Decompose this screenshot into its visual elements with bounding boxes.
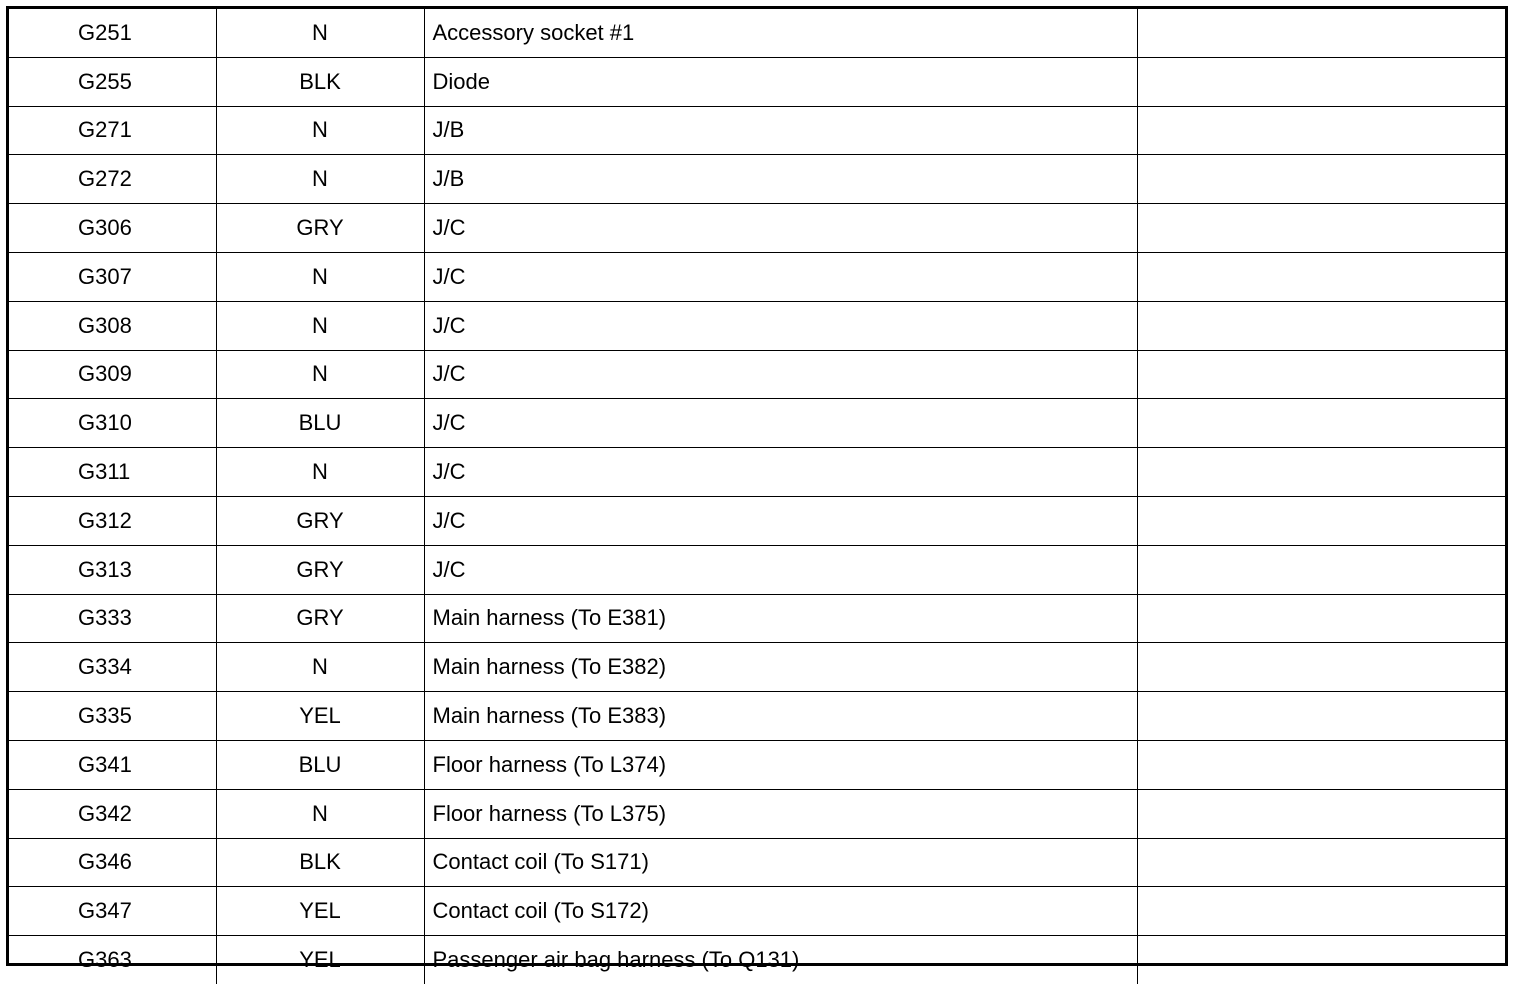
table-row: [9, 545, 1505, 594]
connector-notes-cell: [1137, 496, 1505, 545]
connector-code-cell: G334: [9, 643, 216, 692]
connector-code-cell: G311: [9, 448, 216, 497]
connector-description-cell: Floor harness (To L375): [424, 789, 1137, 838]
table-row: [9, 887, 1505, 936]
connector-code-cell: G333: [9, 594, 216, 643]
connector-color-cell: GRY: [216, 496, 424, 545]
connector-color-cell: BLK: [216, 57, 424, 106]
connector-code-cell: G309: [9, 350, 216, 399]
connector-code-cell: G347: [9, 887, 216, 936]
connector-color-cell: GRY: [216, 204, 424, 253]
connector-notes-cell: [1137, 9, 1505, 57]
table-row: [9, 204, 1505, 253]
connector-description-cell: J/C: [424, 204, 1137, 253]
connector-color-cell: N: [216, 155, 424, 204]
connector-notes-cell: [1137, 740, 1505, 789]
connector-table-frame: [6, 6, 1508, 973]
connector-notes-cell: [1137, 936, 1505, 984]
connector-notes-cell: [1137, 594, 1505, 643]
connector-notes-cell: [1137, 106, 1505, 155]
table-row: [9, 9, 1505, 57]
connector-description-cell: J/C: [424, 399, 1137, 448]
table-row: [9, 692, 1505, 741]
connector-code-cell: G342: [9, 789, 216, 838]
connector-description-cell: J/C: [424, 301, 1137, 350]
table-row: [9, 350, 1505, 399]
connector-color-cell: GRY: [216, 594, 424, 643]
connector-code-cell: G312: [9, 496, 216, 545]
connector-notes-cell: [1137, 887, 1505, 936]
connector-code-cell: G335: [9, 692, 216, 741]
connector-color-cell: GRY: [216, 545, 424, 594]
connector-color-cell: YEL: [216, 936, 424, 984]
connector-code-cell: G306: [9, 204, 216, 253]
connector-description-cell: Accessory socket #1: [424, 9, 1137, 57]
connector-table-body: [9, 9, 1505, 984]
connector-color-cell: YEL: [216, 692, 424, 741]
connector-notes-cell: [1137, 789, 1505, 838]
connector-description-cell: J/C: [424, 545, 1137, 594]
table-row: [9, 643, 1505, 692]
connector-color-cell: N: [216, 643, 424, 692]
connector-description-cell: J/B: [424, 155, 1137, 204]
connector-color-cell: N: [216, 252, 424, 301]
connector-color-cell: BLK: [216, 838, 424, 887]
connector-description-cell: Main harness (To E383): [424, 692, 1137, 741]
connector-code-cell: G272: [9, 155, 216, 204]
connector-code-cell: G310: [9, 399, 216, 448]
connector-color-cell: N: [216, 9, 424, 57]
connector-description-cell: J/C: [424, 252, 1137, 301]
connector-description-cell: Diode: [424, 57, 1137, 106]
connector-code-cell: G271: [9, 106, 216, 155]
table-row: [9, 789, 1505, 838]
table-row: [9, 57, 1505, 106]
connector-description-cell: Passenger air bag harness (To Q131): [424, 936, 1137, 984]
table-row: [9, 252, 1505, 301]
connector-code-cell: G346: [9, 838, 216, 887]
connector-color-cell: BLU: [216, 399, 424, 448]
connector-code-cell: G307: [9, 252, 216, 301]
connector-description-cell: Main harness (To E381): [424, 594, 1137, 643]
connector-notes-cell: [1137, 155, 1505, 204]
connector-table: [9, 9, 1505, 984]
table-row: [9, 740, 1505, 789]
connector-description-cell: Contact coil (To S172): [424, 887, 1137, 936]
connector-notes-cell: [1137, 301, 1505, 350]
connector-description-cell: J/C: [424, 350, 1137, 399]
table-row: [9, 936, 1505, 984]
table-row: [9, 448, 1505, 497]
connector-notes-cell: [1137, 692, 1505, 741]
connector-notes-cell: [1137, 643, 1505, 692]
connector-color-cell: BLU: [216, 740, 424, 789]
connector-code-cell: G363: [9, 936, 216, 984]
table-row: [9, 496, 1505, 545]
connector-description-cell: J/B: [424, 106, 1137, 155]
connector-description-cell: J/C: [424, 448, 1137, 497]
connector-color-cell: YEL: [216, 887, 424, 936]
table-row: [9, 301, 1505, 350]
connector-notes-cell: [1137, 399, 1505, 448]
connector-code-cell: G313: [9, 545, 216, 594]
connector-description-cell: J/C: [424, 496, 1137, 545]
connector-code-cell: G255: [9, 57, 216, 106]
connector-color-cell: N: [216, 789, 424, 838]
connector-color-cell: N: [216, 350, 424, 399]
connector-description-cell: Main harness (To E382): [424, 643, 1137, 692]
table-row: [9, 106, 1505, 155]
connector-color-cell: N: [216, 106, 424, 155]
connector-code-cell: G341: [9, 740, 216, 789]
connector-color-cell: N: [216, 301, 424, 350]
connector-notes-cell: [1137, 57, 1505, 106]
connector-description-cell: Floor harness (To L374): [424, 740, 1137, 789]
connector-notes-cell: [1137, 838, 1505, 887]
connector-code-cell: G308: [9, 301, 216, 350]
connector-color-cell: N: [216, 448, 424, 497]
table-row: [9, 838, 1505, 887]
connector-notes-cell: [1137, 204, 1505, 253]
table-row: [9, 155, 1505, 204]
connector-notes-cell: [1137, 252, 1505, 301]
connector-code-cell: G251: [9, 9, 216, 57]
table-row: [9, 399, 1505, 448]
connector-description-cell: Contact coil (To S171): [424, 838, 1137, 887]
connector-notes-cell: [1137, 545, 1505, 594]
table-row: [9, 594, 1505, 643]
connector-notes-cell: [1137, 448, 1505, 497]
connector-notes-cell: [1137, 350, 1505, 399]
